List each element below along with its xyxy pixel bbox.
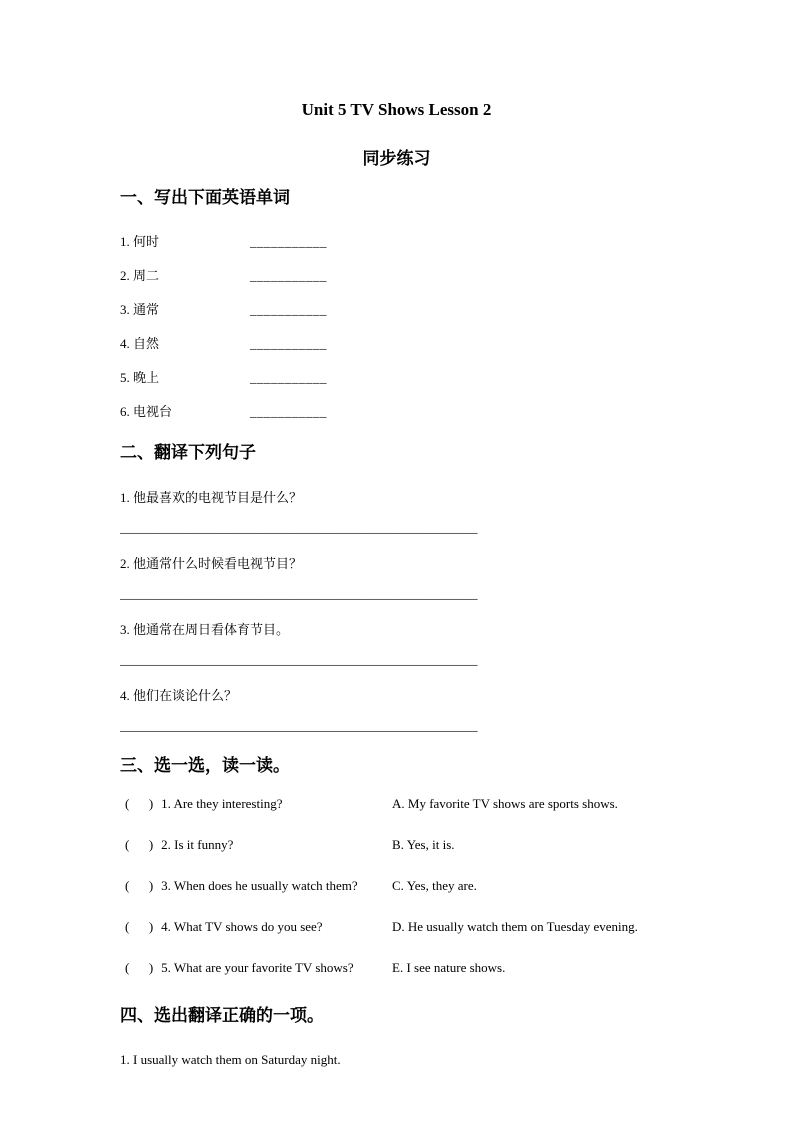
matching-answer: D. He usually watch them on Tuesday evening. xyxy=(392,919,638,934)
answer-parentheses: ( ) xyxy=(125,837,154,852)
matching-question xyxy=(125,960,392,976)
matching-row xyxy=(125,796,683,812)
word-list xyxy=(120,234,683,420)
word-item xyxy=(120,336,683,352)
translation-question: 4. 他们在谈论什么？ xyxy=(120,688,238,703)
word-label: 1. 何时 xyxy=(120,234,160,249)
fill-in-blank: ___________ xyxy=(250,370,327,385)
question-text: 5. What are your favorite TV shows? xyxy=(161,960,354,975)
answer-line: _______________________________________________________ xyxy=(120,586,478,601)
translation-choice-item: 1. I usually watch them on Saturday night. xyxy=(120,1052,341,1067)
question-text: 1. Are they interesting? xyxy=(161,796,283,811)
worksheet-content xyxy=(0,183,793,1068)
fill-in-blank: ___________ xyxy=(250,336,327,351)
matching-question xyxy=(125,796,392,812)
section-two-heading: 二、翻译下列句子 xyxy=(120,443,256,462)
translation-question: 1. 他最喜欢的电视节目是什么？ xyxy=(120,490,303,505)
section-four-heading: 四、选出翻译正确的一项。 xyxy=(120,1006,324,1025)
matching-question xyxy=(125,919,392,935)
answer-parentheses: ( ) xyxy=(125,878,154,893)
section-three-heading: 三、选一选，读一读。 xyxy=(120,756,290,775)
question-text: 3. When does he usually watch them? xyxy=(161,878,358,893)
matching-answer: C. Yes, they are. xyxy=(392,878,477,893)
matching-row xyxy=(125,837,683,853)
matching-row xyxy=(125,960,683,976)
word-item xyxy=(120,302,683,318)
fill-in-blank: ___________ xyxy=(250,268,327,283)
matching-row xyxy=(125,919,683,935)
question-text: 4. What TV shows do you see? xyxy=(161,919,323,934)
matching-list xyxy=(120,796,683,976)
word-label: 5. 晚上 xyxy=(120,370,160,385)
matching-row xyxy=(125,878,683,894)
fill-in-blank: ___________ xyxy=(250,302,327,317)
matching-question xyxy=(125,837,392,853)
fill-in-blank: ___________ xyxy=(250,234,327,249)
word-label: 4. 自然 xyxy=(120,336,160,351)
translation-question: 3. 他通常在周日看体育节目。 xyxy=(120,622,290,637)
word-label: 3. 通常 xyxy=(120,302,160,317)
answer-line: _______________________________________________________ xyxy=(120,718,478,733)
question-text: 2. Is it funny? xyxy=(161,837,234,852)
word-label: 2. 周二 xyxy=(120,268,160,283)
matching-answer: E. I see nature shows. xyxy=(392,960,506,975)
translation-question: 2. 他通常什么时候看电视节目？ xyxy=(120,556,303,571)
matching-answer: A. My favorite TV shows are sports shows. xyxy=(392,796,618,811)
answer-parentheses: ( ) xyxy=(125,919,154,934)
answer-line: _______________________________________________________ xyxy=(120,652,478,667)
matching-answer: B. Yes, it is. xyxy=(392,837,455,852)
word-item xyxy=(120,370,683,386)
word-item xyxy=(120,404,683,420)
fill-in-blank: ___________ xyxy=(250,404,327,419)
word-item xyxy=(120,234,683,250)
translation-list xyxy=(120,487,683,734)
answer-line: _______________________________________________________ xyxy=(120,520,478,535)
word-label: 6. 电视台 xyxy=(120,404,173,419)
matching-question xyxy=(125,878,392,894)
section-one-heading: 一、写出下面英语单词 xyxy=(120,188,290,207)
document-title: Unit 5 TV Shows Lesson 2 xyxy=(301,100,492,119)
word-item xyxy=(120,268,683,284)
answer-parentheses: ( ) xyxy=(125,960,154,975)
document-subtitle: 同步练习 xyxy=(362,149,431,168)
answer-parentheses: ( ) xyxy=(125,796,154,811)
